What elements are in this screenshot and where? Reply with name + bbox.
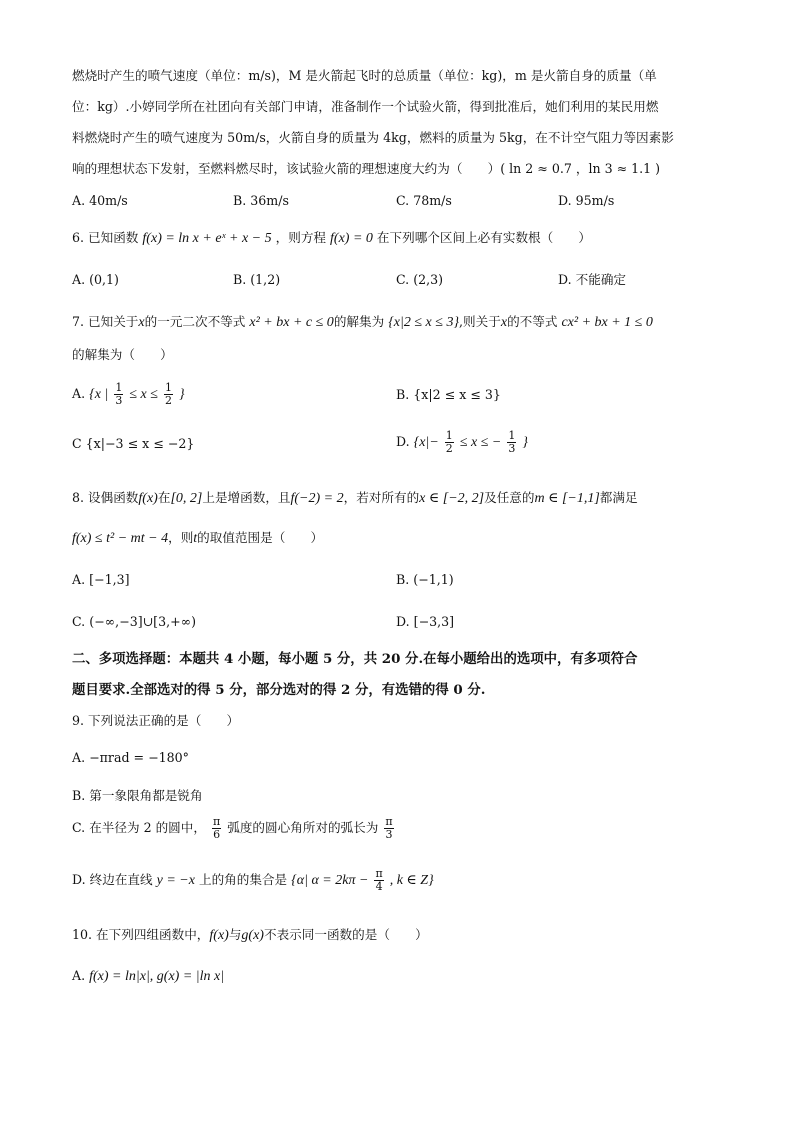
q7-inequality: x² + bx + c ≤ 0 xyxy=(249,315,334,330)
q8-stem-e: 及任意的 xyxy=(484,490,535,505)
q9-option-d-text-b: 上的角的集合是 xyxy=(198,872,288,887)
q6-option-a: A. (0,1) xyxy=(72,272,119,287)
q5-option-d: D. 95m/s xyxy=(558,193,615,208)
q9-option-d-line: y = −x xyxy=(156,873,195,888)
q9-option-c xyxy=(72,816,396,841)
q6-option-c: C. (2,3) xyxy=(396,272,444,287)
q9-option-c-fraction-1 xyxy=(212,816,221,841)
q9-option-a: A. −πrad = −180° xyxy=(72,750,189,765)
q7-option-a-fraction-1 xyxy=(114,382,123,407)
q7-stem-b: 的一元二次不等式 xyxy=(144,314,246,329)
fraction-numerator: 1 xyxy=(508,429,516,442)
q9-option-d-set-pre: {α| α = 2kπ − xyxy=(291,873,369,888)
q7-option-a-label: A. xyxy=(72,386,86,401)
fraction-numerator: π xyxy=(375,867,383,880)
q7-option-d-fraction-2 xyxy=(507,430,516,455)
section-2-heading-line-1: 二、多项选择题：本题共 4 小题，每小题 5 分，共 20 分.在每小题给出的选项中，有多项符合 xyxy=(72,651,638,667)
q7-option-d-mid: ≤ x ≤ − xyxy=(459,435,502,450)
q6-stem-a: 6. 已知函数 xyxy=(72,230,139,245)
q8-option-c: C. (−∞,−3]∪[3,+∞) xyxy=(72,614,197,629)
q7-option-d-post: } xyxy=(522,435,528,450)
q10-stem-b: 与 xyxy=(228,927,242,942)
q7-option-c: C {x|−3 ≤ x ≤ −2} xyxy=(72,436,195,451)
q7-option-a xyxy=(72,382,185,407)
q10-stem-a: 10. 在下列四组函数中， xyxy=(72,927,210,942)
q6-stem-c: 在下列哪个区间上必有实数根（ ） xyxy=(376,230,592,245)
q7-option-a-fraction-2 xyxy=(164,382,173,407)
q8-var-t: t xyxy=(193,531,198,546)
q8-stem-c: 上是增函数，且 xyxy=(202,490,291,505)
q7-stem xyxy=(72,312,732,333)
q8-line2-text: ，则 xyxy=(168,530,194,545)
q6-option-b: B. (1,2) xyxy=(233,272,281,287)
q8-condition: f(−2) = 2 xyxy=(290,491,344,506)
q7-stem-line-2: 的解集为（ ） xyxy=(72,347,173,362)
q9-option-c-fraction-2 xyxy=(384,816,393,841)
q9-option-d-text-a: D. 终边在直线 xyxy=(72,872,153,887)
q5-line-1: 燃烧时产生的喷气速度（单位：m/s)，M 是火箭起飞时的总质量（单位：kg)，m 是火箭自身的质量（单 xyxy=(72,68,657,83)
q8-stem-d: ，若对所有的 xyxy=(343,490,420,505)
q9-option-c-text-b: 弧度的圆心角所对的弧长为 xyxy=(227,820,379,835)
q7-option-a-post: } xyxy=(178,387,185,402)
fraction-numerator: 1 xyxy=(445,429,453,442)
q7-option-a-mid: ≤ x ≤ xyxy=(129,387,158,402)
fraction-denominator: 3 xyxy=(385,828,393,841)
q6-stem xyxy=(72,228,732,249)
fraction-numerator: 1 xyxy=(115,381,123,394)
q7-stem-d: ,则关于 xyxy=(459,314,501,329)
q8-line2-end: 的取值范围是（ ） xyxy=(197,530,324,545)
q7-stem-c: 的解集为 xyxy=(333,314,385,329)
section-2-heading-line-2: 题目要求.全部选对的得 5 分，部分选对的得 2 分，有选错的得 0 分. xyxy=(72,682,486,698)
q10-stem xyxy=(72,925,732,946)
q7-option-a-pre: {x | xyxy=(89,387,109,402)
q8-stem-f: 都满足 xyxy=(599,490,638,505)
q8-option-d: D. [−3,3] xyxy=(396,614,455,629)
q10-fx: f(x) xyxy=(209,928,229,943)
q8-inequality: f(x) ≤ t² − mt − 4 xyxy=(72,531,169,546)
q5-option-a: A. 40m/s xyxy=(72,193,128,208)
q7-option-d-label: D. xyxy=(396,434,410,449)
q10-option-a-label: A. xyxy=(72,968,86,983)
fraction-denominator: 6 xyxy=(213,828,221,841)
fraction-numerator: 1 xyxy=(164,381,172,394)
q9-stem: 9. 下列说法正确的是（ ） xyxy=(72,713,240,728)
q7-option-d xyxy=(396,430,528,455)
q8-fx: f(x) xyxy=(138,491,158,506)
q5-line-4: 响的理想状态下发射，至燃料燃尽时，该试验火箭的理想速度大约为（ ）( ln 2 ≈ 0.7 ，ln 3 ≈ 1.1 ) xyxy=(72,161,661,176)
q7-inequality-2: cx² + bx + 1 ≤ 0 xyxy=(561,315,653,330)
fraction-denominator: 4 xyxy=(375,880,383,893)
q9-option-d-fraction xyxy=(374,868,383,893)
q6-function: f(x) = ln x + eˣ + x − 5 xyxy=(142,231,272,246)
fraction-denominator: 3 xyxy=(508,442,516,455)
q9-option-d xyxy=(72,868,434,893)
q6-stem-b: ，则方程 xyxy=(275,230,327,245)
fraction-denominator: 2 xyxy=(445,442,453,455)
fraction-numerator: π xyxy=(385,815,393,828)
q5-option-b: B. 36m/s xyxy=(233,193,289,208)
fraction-numerator: π xyxy=(212,815,221,828)
q5-line-3: 料燃烧时产生的喷气速度为 50m/s，火箭自身的质量为 4kg，燃料的质量为 5kg，在不计空气阻力等因素影 xyxy=(72,130,674,145)
q8-stem-b: 在 xyxy=(157,490,171,505)
q9-option-d-set-post: , k ∈ Z} xyxy=(389,873,434,888)
q8-x-range: x ∈ [−2, 2] xyxy=(419,491,485,506)
q7-var-x-2: x xyxy=(500,315,508,330)
q7-var-x: x xyxy=(138,315,145,330)
q7-option-d-fraction-1 xyxy=(445,430,454,455)
q8-stem xyxy=(72,488,732,509)
fraction-denominator: 3 xyxy=(115,394,123,407)
q7-option-b: B. {x|2 ≤ x ≤ 3} xyxy=(396,387,501,402)
q8-m-range: m ∈ [−1,1] xyxy=(534,491,600,506)
q5-line-2: 位：kg）.小婷同学所在社团向有关部门申请，准备制作一个试验火箭，得到批准后，她们利用的某民用燃 xyxy=(72,99,659,114)
fraction-denominator: 2 xyxy=(164,394,172,407)
q5-option-c: C. 78m/s xyxy=(396,193,452,208)
q6-equation: f(x) = 0 xyxy=(330,231,373,246)
q8-option-a: A. [−1,3] xyxy=(72,572,130,587)
q7-option-d-pre: {x|− xyxy=(413,435,439,450)
q7-stem-e: 的不等式 xyxy=(507,314,558,329)
q8-option-b: B. (−1,1) xyxy=(396,572,454,587)
q8-interval: [0, 2] xyxy=(170,491,203,506)
q8-stem-line-2 xyxy=(72,528,732,549)
q10-stem-c: 不表示同一函数的是（ ） xyxy=(263,927,428,942)
q7-solution-set: {x|2 ≤ x ≤ 3} xyxy=(388,315,460,330)
q10-option-a-expr: f(x) = ln|x|, g(x) = |ln x| xyxy=(89,969,225,984)
q7-stem-a: 7. 已知关于 xyxy=(72,314,139,329)
q10-gx: g(x) xyxy=(241,928,264,943)
q6-option-d: D. 不能确定 xyxy=(558,272,627,287)
q9-option-c-text-a: C. 在半径为 2 的圆中， xyxy=(72,820,206,835)
q9-option-b: B. 第一象限角都是锐角 xyxy=(72,788,203,803)
q8-stem-a: 8. 设偶函数 xyxy=(72,490,139,505)
q10-option-a xyxy=(72,966,224,987)
